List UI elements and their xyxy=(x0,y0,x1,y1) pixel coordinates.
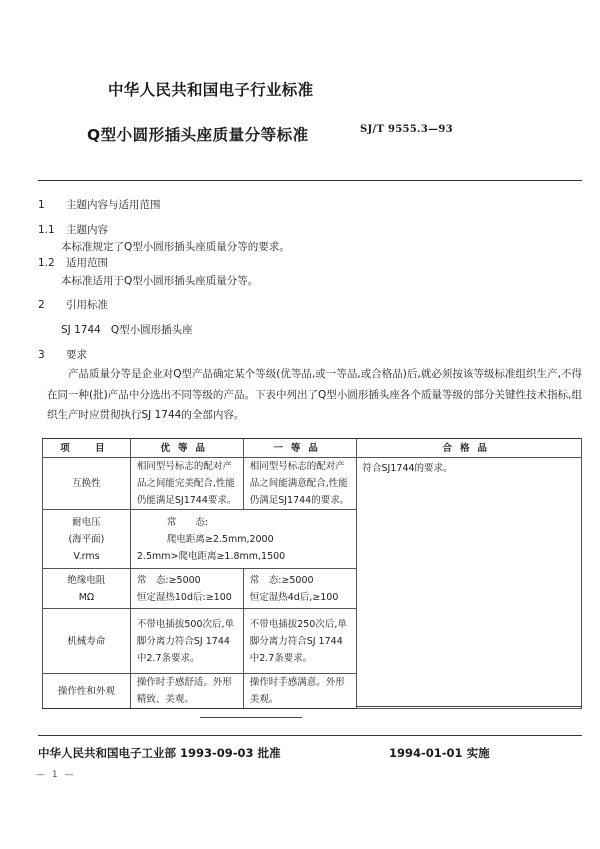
item-line: MΩ xyxy=(78,591,95,603)
cell-premium: 操作时手感舒适。外形精致、美观。 xyxy=(130,674,243,709)
cell-first-grade xyxy=(243,569,356,609)
effective-date: 1994-01-01 实施 xyxy=(389,746,490,760)
section-1-1-body: 本标准规定了Q型小圆形插头座质量分等的要求。 xyxy=(61,241,290,253)
cell-line: 常 态:≥5000 xyxy=(249,574,314,586)
item-line: 绝缘电阻 xyxy=(67,574,106,586)
cell-first-grade: 相同型号标志的配对产品之间能满意配合,性能仍满足SJ1744的要求。 xyxy=(243,458,356,510)
standard-organization: 中华人民共和国电子行业标准 xyxy=(108,81,314,99)
cell-premium: 不带电插拔500次后,单脚分离力符合SJ 1744中2.7条要求。 xyxy=(130,609,243,674)
table-header-row xyxy=(43,439,582,458)
row-item-insulation-resistance xyxy=(43,569,131,609)
cell-line: 恒定湿热4d后,≥100 xyxy=(249,591,339,603)
section-2-body: SJ 1744 Q型小圆形插头座 xyxy=(61,324,193,336)
item-line: V.rms xyxy=(73,550,100,562)
row-item-operability-appearance: 操作性和外观 xyxy=(43,674,131,709)
section-number: 2 xyxy=(38,299,45,311)
cell-line: 常 态:≥5000 xyxy=(136,574,201,586)
approval-line: 中华人民共和国电子工业部 1993-09-03 批准 xyxy=(38,746,281,760)
section-1-2-body: 本标准适用于Q型小圆形插头座质量分等。 xyxy=(61,275,259,287)
section-title: 引用标准 xyxy=(66,299,108,311)
table-bottom-rule xyxy=(356,706,582,707)
section-number: 1.1 xyxy=(38,224,55,236)
cell-first-grade: 不带电插拔250次后,单脚分离力符合SJ 1744中2.7条要求。 xyxy=(243,609,356,674)
section-3-heading xyxy=(38,347,87,362)
section-number: 1.2 xyxy=(38,257,55,269)
row-item-mechanical-life: 机械寿命 xyxy=(43,609,131,674)
end-of-text-rule xyxy=(200,717,302,718)
section-1-2-heading xyxy=(38,255,108,270)
item-line: 耐电压 xyxy=(72,516,101,528)
section-2-heading xyxy=(38,297,108,312)
merged-line: 2.5mm>爬电距离≥1.8mm,1500 xyxy=(136,550,286,562)
row-item-withstanding-voltage xyxy=(43,510,131,569)
cell-premium xyxy=(130,569,243,609)
requirements-paragraph: 产品质量分等是企业对Q型产品确定某个等级(优等品,或一等品,或合格品)后,就必须按该等级标准组织生产,不得在同一种(批)产品中分选出不同等级的产品。下表中列出了Q型小圆形插头座各个质量等级的部分关键性技术指标,组织生产时应贯彻执行SJ 1744的全部内容。 xyxy=(47,368,582,421)
cell-merged-premium-first xyxy=(130,510,356,569)
section-title: 主题内容 xyxy=(66,224,108,236)
header-divider xyxy=(38,180,582,181)
section-1-heading xyxy=(38,197,161,212)
column-header-qualified: 合格品 xyxy=(356,439,581,458)
column-header-first-grade: 一等品 xyxy=(243,439,356,458)
merged-line: 爬电距离≥2.5mm,2000 xyxy=(166,533,274,545)
column-header-premium: 优等品 xyxy=(130,439,243,458)
table-row xyxy=(43,458,582,510)
section-title: 要求 xyxy=(66,349,87,361)
cell-line: 恒定湿热10d后:≥100 xyxy=(136,591,232,603)
document-title: Q型小圆形插头座质量分等标准 xyxy=(87,126,309,144)
cell-first-grade: 操作时手感满意。外形美观。 xyxy=(243,674,356,709)
quality-grade-table xyxy=(42,438,582,709)
page-number: — 1 — xyxy=(36,770,76,780)
row-item-interchangeability: 互换性 xyxy=(43,458,131,510)
section-1-1-heading xyxy=(38,222,108,237)
section-title: 适用范围 xyxy=(66,257,108,269)
section-title: 主题内容与适用范围 xyxy=(66,199,161,211)
standard-code: SJ/T 9555.3—93 xyxy=(360,124,453,135)
cell-qualified: 符合SJ1744的要求。 xyxy=(356,458,581,709)
section-number: 1 xyxy=(38,199,45,211)
item-line: (海平面) xyxy=(68,533,105,545)
merged-line: 常 态: xyxy=(166,516,209,528)
section-number: 3 xyxy=(38,349,45,361)
cell-premium: 相同型号标志的配对产品之间能完美配合,性能仍能满足SJ1744要求。 xyxy=(130,458,243,510)
column-header-item: 项 目 xyxy=(43,439,131,458)
footer-divider xyxy=(38,735,582,736)
